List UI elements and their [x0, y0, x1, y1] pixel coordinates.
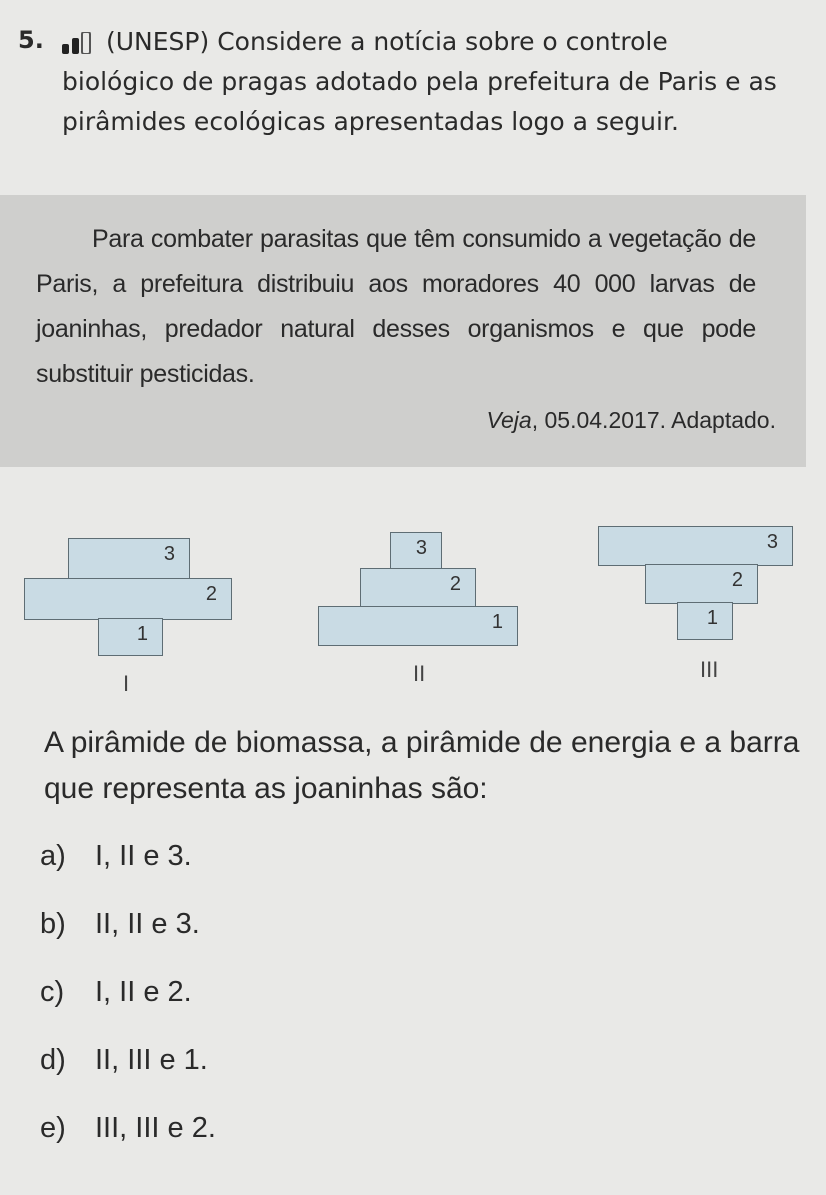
- quote-source: [487, 407, 776, 434]
- option-letter: d): [40, 1044, 66, 1076]
- option-c[interactable]: [40, 976, 440, 1016]
- option-d[interactable]: [40, 1044, 440, 1084]
- quote-source-journal: Veja: [486, 407, 532, 433]
- question-text: (UNESP) Considere a notícia sobre o controle biológico de pragas adotado pela prefeitura de Paris e as pirâmides ecológicas apresentadas logo a seguir.: [62, 27, 777, 136]
- pyramid-3-bar-1: 1: [677, 602, 733, 640]
- option-letter: a): [40, 840, 66, 872]
- pyramid-2-bar-1: 1: [318, 606, 518, 646]
- pyramid-3-label: III: [700, 657, 719, 682]
- pyramid-3-bar-2: 2: [645, 564, 758, 604]
- option-a[interactable]: [40, 840, 440, 880]
- quote-source-date: , 05.04.2017. Adaptado.: [531, 407, 776, 433]
- option-text: I, II e 3.: [95, 840, 192, 872]
- question-number: 5.: [18, 26, 44, 54]
- option-letter: e): [40, 1112, 66, 1144]
- pyramid-3-bar-3: 3: [598, 526, 793, 566]
- quote-text: Para combater parasitas que têm consumido a vegetação de Paris, a prefeitura distribuiu aos moradores 40 000 larvas de joaninhas, predador natural desses organismos e que pode substituir pesticidas.: [36, 225, 756, 388]
- option-text: III, III e 2.: [95, 1112, 216, 1144]
- news-quote-box: [0, 195, 806, 467]
- option-letter: b): [40, 908, 66, 940]
- pyramid-2-bar-3: 3: [390, 532, 442, 570]
- pyramid-1-bar-3: 3: [68, 538, 190, 580]
- option-text: II, II e 3.: [95, 908, 200, 940]
- option-b[interactable]: [40, 908, 440, 948]
- pyramid-2-label: II: [413, 661, 426, 686]
- option-text: II, III e 1.: [95, 1044, 208, 1076]
- pyramid-1-label: I: [123, 671, 130, 696]
- question-prompt: A pirâmide de biomassa, a pirâmide de energia e a barra que representa as joaninhas são:: [44, 726, 800, 805]
- option-letter: c): [40, 976, 65, 1008]
- pyramid-1-bar-1: 1: [98, 618, 163, 656]
- option-text: I, II e 2.: [95, 976, 192, 1008]
- option-e[interactable]: [40, 1112, 440, 1152]
- pyramid-1-bar-2: 2: [24, 578, 232, 620]
- pyramid-2-bar-2: 2: [360, 568, 476, 608]
